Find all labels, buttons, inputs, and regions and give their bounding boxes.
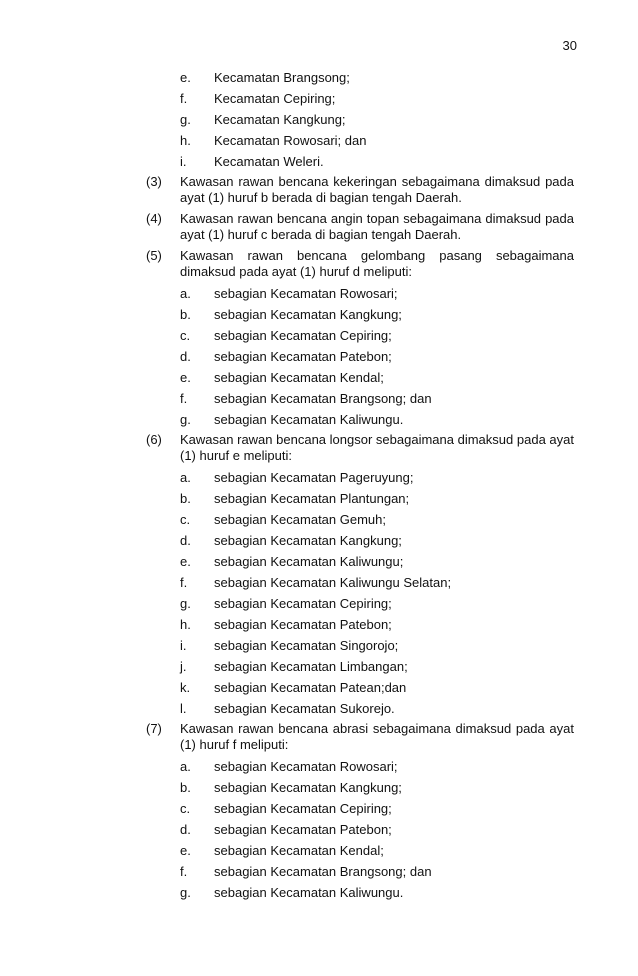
list-item-label: h. <box>180 133 191 148</box>
list-item-text: sebagian Kecamatan Kangkung; <box>214 780 402 795</box>
list-item-label: d. <box>180 533 191 548</box>
list-item-label: e. <box>180 370 191 385</box>
paragraph-text: Kawasan rawan bencana longsor sebagaimana dimaksud pada ayat (1) huruf e meliputi: <box>180 432 574 463</box>
sub-list <box>180 469 574 717</box>
paragraph-head <box>146 174 574 206</box>
list-item-text: sebagian Kecamatan Kaliwungu Selatan; <box>214 575 452 590</box>
list-item-label: d. <box>180 349 191 364</box>
list-item <box>180 616 574 633</box>
list-item <box>180 90 574 107</box>
list-item-text: sebagian Kecamatan Rowosari; <box>214 759 398 774</box>
list-item <box>180 69 574 86</box>
list-item-text: Kecamatan Cepiring; <box>214 91 336 106</box>
list-item <box>180 700 574 717</box>
paragraph <box>146 721 574 901</box>
paragraph <box>146 211 574 243</box>
lead-list <box>180 69 574 170</box>
list-item-label: f. <box>180 575 188 590</box>
paragraph-text: Kawasan rawan bencana kekeringan sebagaimana dimaksud pada ayat (1) huruf b berada di bagian tengah Daerah. <box>180 174 574 205</box>
list-item-label: c. <box>180 328 191 343</box>
list-item-label: a. <box>180 470 191 485</box>
list-item-label: c. <box>180 512 191 527</box>
list-item <box>180 637 574 654</box>
list-item <box>180 348 574 365</box>
list-item-text: sebagian Kecamatan Kangkung; <box>214 307 402 322</box>
list-item-text: sebagian Kecamatan Gemuh; <box>214 512 386 527</box>
list-item-label: c. <box>180 801 191 816</box>
list-item-text: sebagian Kecamatan Kangkung; <box>214 533 402 548</box>
list-item <box>180 390 574 407</box>
list-item-label: g. <box>180 596 191 611</box>
list-item-text: Kecamatan Rowosari; dan <box>214 133 367 148</box>
paragraph-list <box>146 174 574 901</box>
list-item-label: g. <box>180 412 191 427</box>
list-item-text: sebagian Kecamatan Patebon; <box>214 617 392 632</box>
list-item-label: b. <box>180 307 191 322</box>
paragraph-head <box>146 432 574 464</box>
list-item-text: Kecamatan Kangkung; <box>214 112 346 127</box>
list-item-text: sebagian Kecamatan Plantungan; <box>214 491 410 506</box>
list-item-text: sebagian Kecamatan Cepiring; <box>214 801 392 816</box>
list-item-label: b. <box>180 491 191 506</box>
list-item <box>180 679 574 696</box>
list-item <box>180 821 574 838</box>
list-item <box>180 469 574 486</box>
list-item <box>180 111 574 128</box>
list-item <box>180 553 574 570</box>
paragraph-head <box>146 721 574 753</box>
list-item-text: sebagian Kecamatan Singorojo; <box>214 638 399 653</box>
list-item-label: f. <box>180 391 188 406</box>
list-item-label: b. <box>180 780 191 795</box>
list-item-label: h. <box>180 617 191 632</box>
paragraph <box>146 174 574 206</box>
list-item-label: i. <box>180 638 187 653</box>
list-item-label: g. <box>180 112 191 127</box>
list-item <box>180 306 574 323</box>
list-item-text: sebagian Kecamatan Patebon; <box>214 349 392 364</box>
list-item-label: e. <box>180 554 191 569</box>
list-item-text: sebagian Kecamatan Patebon; <box>214 822 392 837</box>
list-item-text: sebagian Kecamatan Rowosari; <box>214 286 398 301</box>
list-item-label: f. <box>180 864 188 879</box>
list-item-label: a. <box>180 759 191 774</box>
paragraph-number: (7) <box>146 721 162 736</box>
paragraph-text: Kawasan rawan bencana abrasi sebagaimana dimaksud pada ayat (1) huruf f meliputi: <box>180 721 574 752</box>
paragraph-text: Kawasan rawan bencana gelombang pasang sebagaimana dimaksud pada ayat (1) huruf d meliputi: <box>180 248 574 279</box>
list-item-label: g. <box>180 885 191 900</box>
list-item-label: k. <box>180 680 191 695</box>
list-item-label: i. <box>180 154 187 169</box>
list-item-text: sebagian Kecamatan Brangsong; dan <box>214 391 432 406</box>
list-item <box>180 511 574 528</box>
list-item <box>180 595 574 612</box>
list-item-label: e. <box>180 843 191 858</box>
sub-list <box>180 285 574 428</box>
paragraph-head <box>146 248 574 280</box>
list-item-text: sebagian Kecamatan Sukorejo. <box>214 701 395 716</box>
list-item-text: sebagian Kecamatan Kaliwungu. <box>214 885 404 900</box>
list-item-text: sebagian Kecamatan Cepiring; <box>214 328 392 343</box>
list-item <box>180 490 574 507</box>
paragraph-number: (5) <box>146 248 162 263</box>
list-item-label: d. <box>180 822 191 837</box>
list-item-text: sebagian Kecamatan Brangsong; dan <box>214 864 432 879</box>
list-item <box>180 327 574 344</box>
list-item <box>180 369 574 386</box>
paragraph-number: (6) <box>146 432 162 447</box>
list-item <box>180 863 574 880</box>
list-item-text: Kecamatan Brangsong; <box>214 70 350 85</box>
paragraph <box>146 248 574 428</box>
list-item <box>180 285 574 302</box>
list-item <box>180 658 574 675</box>
list-item-text: sebagian Kecamatan Limbangan; <box>214 659 408 674</box>
list-item-label: j. <box>180 659 187 674</box>
list-item <box>180 532 574 549</box>
list-item-text: sebagian Kecamatan Kaliwungu. <box>214 412 404 427</box>
list-item-text: sebagian Kecamatan Kaliwungu; <box>214 554 404 569</box>
list-item <box>180 758 574 775</box>
page-number: 30 <box>562 38 577 53</box>
list-item <box>180 132 574 149</box>
paragraph-head <box>146 211 574 243</box>
list-item <box>180 884 574 901</box>
list-item <box>180 779 574 796</box>
list-item-text: Kecamatan Weleri. <box>214 154 324 169</box>
document-body <box>146 69 574 905</box>
list-item-text: sebagian Kecamatan Kendal; <box>214 843 384 858</box>
list-item-label: f. <box>180 91 188 106</box>
list-item <box>180 842 574 859</box>
list-item <box>180 153 574 170</box>
paragraph-number: (4) <box>146 211 162 226</box>
list-item-text: sebagian Kecamatan Cepiring; <box>214 596 392 611</box>
list-item <box>180 800 574 817</box>
list-item-label: a. <box>180 286 191 301</box>
paragraph-number: (3) <box>146 174 162 189</box>
list-item <box>180 574 574 591</box>
paragraph-text: Kawasan rawan bencana angin topan sebagaimana dimaksud pada ayat (1) huruf c berada di bagian tengah Daerah. <box>180 211 574 242</box>
list-item <box>180 411 574 428</box>
list-item-text: sebagian Kecamatan Pageruyung; <box>214 470 414 485</box>
list-item-label: l. <box>180 701 187 716</box>
list-item-label: e. <box>180 70 191 85</box>
list-item-text: sebagian Kecamatan Patean;dan <box>214 680 407 695</box>
list-item-text: sebagian Kecamatan Kendal; <box>214 370 384 385</box>
paragraph <box>146 432 574 717</box>
sub-list <box>180 758 574 901</box>
